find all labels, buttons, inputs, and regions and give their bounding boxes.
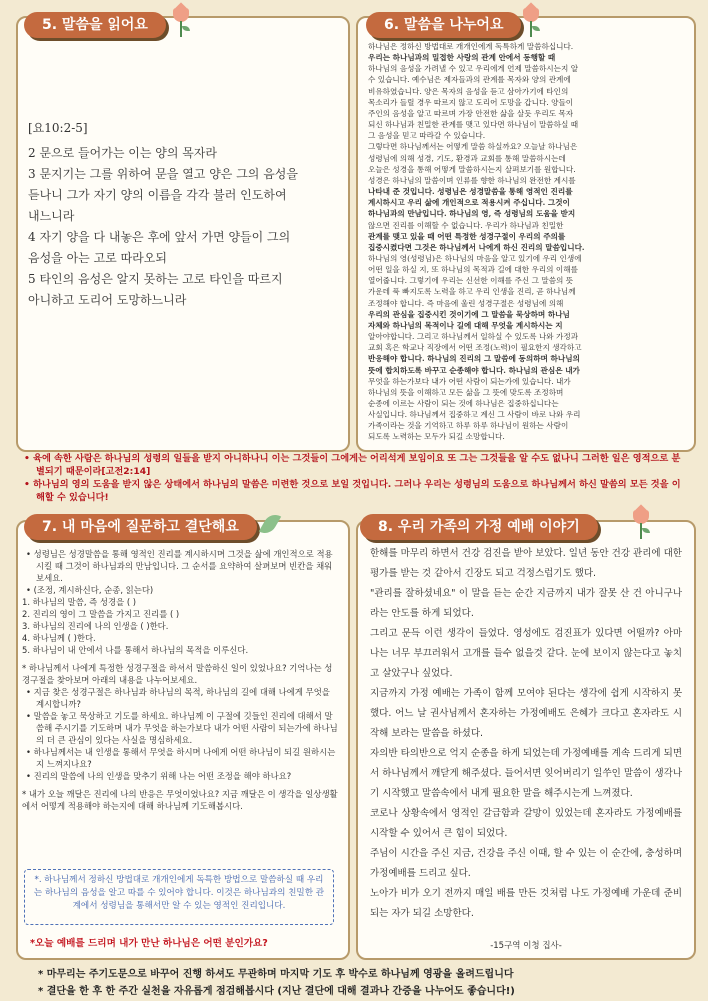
question-bullet-text: 지금 찾은 성경구절은 하나님과 하나님의 목적, 하나님의 길에 대해 나에게 무엇을 계시합니까? xyxy=(33,687,330,709)
body-line: 하나님의 음성을 가려낼 수 있고 우리에게 언제 말씀하시는지 알 xyxy=(368,64,579,74)
story-paragraph: 한해를 마무리 하면서 건강 검진을 받아 보았다. 일년 동안 건강 관리에 대한 평가를 받는 것 같아서 긴장도 되고 걱정스럽기도 했다. xyxy=(370,548,682,579)
body-line: 하나님의 영(성령님)은 하나님의 마음을 알고 있기에 우리 인생에 xyxy=(368,253,582,263)
body-line: 가족이라는 것을 기억하고 하루 하루 하나님이 원하는 사람이 xyxy=(368,421,569,431)
body-line: 조정해야 합니다. 즉 마음에 울린 성경구절은 성령님에 의해 xyxy=(368,298,564,308)
story-paragraph: 주님이 시간을 주신 지금, 건강을 주신 이때, 할 수 있는 이 순간에, 충성하며 가정예배를 드리고 싶다. xyxy=(370,848,682,879)
body-line: 성령님에 의해 성경, 기도, 환경과 교회를 통해 말씀하시는데 xyxy=(368,153,566,163)
red-note: • 육에 속한 사람은 하나님의 성령의 일들을 받지 아니하나니 이는 그것들이 그에게는 어리석게 보임이요 또 그는 그것들을 알 수도 없나니 그러한 일은 영적으로 분별되기 때문이라[고전2:14] xyxy=(24,453,681,477)
verse-passage xyxy=(28,118,318,311)
body-line: 가운데 푹 빠지도록 노력을 하고 우리 인생을 진리, 곧 하나님께 xyxy=(368,287,576,297)
question-2: * 내가 오늘 깨달은 진리에 나의 반응은 무엇이었나요? 지금 깨달은 이 생각을 일상생활에서 어떻게 적용해야 하는지에 대해 하나님께 기도해봅시다. xyxy=(22,789,338,811)
body-line: 하나님의 뜻을 이해하고 모든 삶을 그 뜻에 맞도록 조정하며 xyxy=(368,387,564,397)
step-item: 1. 하나님의 말씀, 즉 성경을 ( ) xyxy=(22,597,137,607)
body-line: 비유하였습니다. 양은 목자의 음성을 듣고 삼아가기에 타인의 xyxy=(368,86,569,96)
step-item: 5. 하나님이 내 안에서 나를 통해서 하나님의 목적을 이루신다. xyxy=(22,645,249,655)
body-line: 뜻에 합치하도록 바꾸고 순종해야 합니다. 하나님의 관심은 내가 xyxy=(368,365,580,375)
hint-text: • (조정, 계시하신다, 순종, 읽는다) xyxy=(26,585,154,595)
red-notes xyxy=(24,452,684,504)
verse-line: 3 문지기는 그를 위하여 문을 열고 양은 그의 음성을 xyxy=(28,167,298,181)
body-line: 반응해야 합니다. 하나님의 진리의 그 말씀에 동의하며 하나님의 xyxy=(368,354,580,364)
section5-title: 5. 말씀을 읽어요 xyxy=(24,12,166,38)
section6-title: 6. 말씀을 나누어요 xyxy=(366,12,521,38)
body-line: 집중시켰다면 그것은 하나님께서 나에게 하신 진리의 말씀입니다. xyxy=(368,242,585,252)
step-item: 3. 하나님의 진리에 나의 인생을 ( )한다. xyxy=(22,621,169,631)
verse-line: [요10:2-5] xyxy=(28,121,88,135)
section7-title: 7. 내 마음에 질문하고 결단해요 xyxy=(24,514,257,540)
verse-line: 5 타인의 음성은 알지 못하는 고로 타인을 따르지 xyxy=(28,272,283,286)
body-line: 그 음성을 믿고 따라갈 수 있습니다. xyxy=(368,131,486,141)
body-line: 않으면 진리를 이해할 수 없습니다. 우리가 하나님과 친밀한 xyxy=(368,220,564,230)
body-line: 수 있습니다. 예수님은 제자들과의 관계를 목자와 양의 관계에 xyxy=(368,75,571,85)
signature: -15구역 이청 집사- xyxy=(490,941,562,951)
question-bullet-text: 진리의 말씀에 나의 인생을 맞추기 위해 나는 어떤 조정을 해야 하나요? xyxy=(33,771,292,781)
footer-notes xyxy=(38,966,678,1000)
body-line: 관계를 맺고 있을 때 어떤 특정한 성경구절이 우리의 주의를 xyxy=(368,231,566,241)
story-paragraph: 코로나 상황속에서 영적인 갈급함과 갈망이 있었는데 혼자라도 가정예배를 시작할 수 있어서 큰 힘이 되었다. xyxy=(370,808,682,839)
footer-line: * 결단을 한 후 한 주간 실천을 자유롭게 점검해봅시다 (지난 결단에 대해 결과나 간증을 나누어도 좋습니다!) xyxy=(38,986,515,997)
verse-line: 듣나니 그가 자기 양의 이름을 각각 불러 인도하여 xyxy=(28,188,287,202)
red-note: • 하나님의 영의 도움을 받지 않은 상태에서 하나님의 말씀은 미련한 것으로 보일 것입니다. 그러나 우리는 성령님의 도움으로 하나님께서 하신 말씀의 모든 것을 이해할 수 있습니다! xyxy=(24,479,681,503)
story-paragraph: "관리를 잘하셨네요" 이 말을 듣는 순간 지금까지 내가 잘못 산 건 아니구나 라는 안도를 하게 되었다. xyxy=(370,588,682,619)
section8-title: 8. 우리 가족의 가정 예배 이야기 xyxy=(360,514,598,540)
story-paragraph: 지금까지 가정 예배는 가족이 함께 모여야 된다는 생각에 쉽게 시작하지 못했다. 어느 날 권사님께서 혼자하는 가정예배도 은혜가 크다고 혼자라도 시작해 보라는 말씀을 하셨다. xyxy=(370,688,682,739)
body-line: 계시하시고 우리 삶에 개인적으로 적용시켜 주십니다. 그것이 xyxy=(368,198,570,208)
body-line: 주인의 음성을 알고 따르며 가장 안전한 삶을 살듯 우리도 목자 xyxy=(368,108,574,118)
closing-question: *오늘 예배를 드리며 내가 만난 하나님은 어떤 분인가요? xyxy=(30,938,268,949)
callout-box: *. 하나님께서 정하신 방법대로 개개인에게 독특한 방법으로 말씀하실 때 우리는 하나님의 음성을 알고 따를 수 있어야 합니다. 이것은 하나님과의 친밀한 관계에서 성령님을 통해서만 알 수 있는 영적인 진리입니다. xyxy=(24,869,334,925)
story-paragraph: 그리고 문득 이런 생각이 들었다. 영성에도 검진표가 있다면 어떨까? 아마 나는 너무 부끄러워서 고개를 들수 없을것 같다. 눈에 보이지 않는다고 놓치고 살았구나 싶었다. xyxy=(370,628,682,679)
body-line: 열어줍니다. 그렇기에 우리는 신선한 이해를 주신 그 말씀의 뜻 xyxy=(368,276,574,286)
tulip-icon xyxy=(630,510,652,540)
verse-line: 2 문으로 들어가는 이는 양의 목자라 xyxy=(28,146,217,160)
hint-text-body: (조정, 계시하신다, 순종, 읽는다) xyxy=(33,585,154,595)
red-note-text: 하나님의 영의 도움을 받지 않은 상태에서 하나님의 말씀은 미련한 것으로 보일 것입니다. 그러나 우리는 성령님의 도움으로 하나님께서 하신 말씀의 모든 것을 이해할 수 있습니다! xyxy=(33,479,681,503)
question-bullet: • 지금 찾은 성경구절은 하나님과 하나님의 목적, 하나님의 길에 대해 나에게 무엇을 계시합니까? xyxy=(26,687,330,709)
question-bullet: • 말씀을 놓고 묵상하고 기도를 하세요. 하나님께 이 구절에 깃들인 진리에 대해서 말씀해 주시기를 기도하며 내가 무엇을 하는가보다 내가 어떤 사람이 되는가에 하나님의 더 큰 관심이 있다는 사실을 명심하세요. xyxy=(26,711,338,745)
body-line: 사실입니다. 하나님께서 집중하고 계신 그 사람이 바로 나와 우리 xyxy=(368,410,581,420)
question-bullet-text: 말씀을 놓고 묵상하고 기도를 하세요. 하나님께 이 구절에 깃들인 진리에 대해서 말씀해 주시기를 기도하며 내가 무엇을 하는가보다 내가 어떤 사람이 되는가에 하나님의 더 큰 관심이 있다는 사실을 명심하세요. xyxy=(33,711,338,745)
body-line: 되신 하나님과 친밀한 관계를 맺고 있다면 하나님이 말씀하실 때 xyxy=(368,120,579,130)
body-line: 성경은 하나님의 말씀이며 인류를 향한 하나님의 완전한 계시를 xyxy=(368,175,576,185)
verse-line: 음성을 아는 고로 따라오되 xyxy=(28,251,167,265)
story-paragraph: 노아가 비가 오기 전까지 매일 배를 만든 것처럼 나도 가정예배 가운데 준비 되는 자가 되길 소망한다. xyxy=(370,888,682,919)
intro-text-body: 성령님은 성경말씀을 통해 영적인 진리를 계시하시며 그것을 삶에 개인적으로 적용시킬 때 그것이 하나님과의 만남입니다. 그 순서를 요약하여 살펴보며 빈칸을 채워보세요. xyxy=(33,549,333,583)
question-bullet-text: 하나님께서는 내 인생을 통해서 무엇을 하시며 나에게 어떤 하나님이 되길 원하시는지 느껴지나요? xyxy=(33,747,336,769)
body-line: 오늘은 성경을 통해 어떻게 말씀하시는지 살펴보기를 원합니다. xyxy=(368,164,576,174)
question-bullet: • 하나님께서는 내 인생을 통해서 무엇을 하시며 나에게 어떤 하나님이 되길 원하시는지 느껴지나요? xyxy=(26,747,336,769)
intro-text: • 성령님은 성경말씀을 통해 영적인 진리를 계시하시며 그것을 삶에 개인적으로 적용시킬 때 그것이 하나님과의 만남입니다. 그 순서를 요약하여 살펴보며 빈칸을 채워보세요. xyxy=(26,549,333,583)
body-line: 알아야합니다. 그리고 하나님께서 일하실 수 있도록 나와 가정과 xyxy=(368,332,579,342)
verse-line: 아니하고 도리어 도망하느니라 xyxy=(28,293,187,307)
footer-line: * 마무리는 주기도문으로 바꾸어 진행 하셔도 무관하며 마지막 기도 후 박수로 하나님께 영광을 올려드립니다 xyxy=(38,969,514,980)
story-paragraph: 자의반 타의반으로 억지 순종을 하게 되었는데 가정예배를 계속 드리게 되면서 하나님께서 깨닫게 해주셨다. 들어서면 잊어버리기 일쑤인 말씀이 생각나기 시작했고 말씀속에서 내게 필요한 말을 해주시는게 느껴졌다. xyxy=(370,748,682,799)
body-line: 우리의 관심을 집중시킨 것이기에 그 말씀을 묵상하며 하나님 xyxy=(368,309,570,319)
question-1: * 하나님께서 나에게 특정한 성경구절을 하셔서 말씀하신 일이 있었나요? 기억나는 성경구절을 찾아보며 아래의 내용을 나누어보세요. xyxy=(22,663,333,685)
body-line: 되도록 노력하는 모두가 되길 소망합니다. xyxy=(368,432,505,442)
verse-line: 4 자기 양을 다 내놓은 후에 앞서 가면 양들이 그의 xyxy=(28,230,291,244)
step-item: 4. 하나님께 ( )한다. xyxy=(22,633,96,643)
body-line: 자체와 하나님의 목적이나 길에 대해 무엇을 계시하시는 지 xyxy=(368,320,563,330)
section8-body xyxy=(370,544,682,956)
body-line: 무엇을 하는가보다 내가 어떤 사람이 되는가에 있습니다. 내가 xyxy=(368,376,571,386)
section6-body xyxy=(368,41,684,443)
body-line: 그렇다면 하나님께서는 어떻게 말씀 하실까요? 오늘날 하나님은 xyxy=(368,142,578,152)
question-bullet: • 진리의 말씀에 나의 인생을 맞추기 위해 나는 어떤 조정을 해야 하나요? xyxy=(26,771,292,781)
section7-body xyxy=(22,548,340,812)
verse-line: 내느니라 xyxy=(28,209,75,223)
step-item: 2. 진리의 영이 그 말씀을 가지고 진리를 ( ) xyxy=(22,609,180,619)
body-line: 교회 혹은 학교나 직장에서 어떤 조정(노력)이 필요한지 생각하고 xyxy=(368,343,582,353)
body-line: 목소리가 들릴 경우 따르지 않고 도리어 도망을 갑니다. 양들이 xyxy=(368,97,574,107)
body-line: 하나님은 정하신 방법대로 개개인에게 독특하게 말씀하십니다. xyxy=(368,42,574,51)
body-line: 나타내 준 것입니다. 성령님은 성경말씀을 통해 영적인 진리를 xyxy=(368,187,573,197)
red-note-text: 육에 속한 사람은 하나님의 성령의 일들을 받지 아니하나니 이는 그것들이 그에게는 어리석게 보임이요 또 그는 그것들을 알 수도 없나니 그러한 일은 영적으로 분별되기 때문이라[고전2:14] xyxy=(33,453,681,477)
body-line: 하나님과의 만남입니다. 하나님의 영, 즉 성령님의 도움을 받지 xyxy=(368,209,576,219)
body-line: 어떤 일을 하실 지, 또 하나님의 목적과 길에 대한 우리의 이해를 xyxy=(368,265,578,275)
body-line: 순종에 이르는 사람이 되는 것에 하나님은 집중하십니다는 xyxy=(368,399,559,408)
tulip-icon xyxy=(520,8,542,38)
body-line: 우리는 하나님과의 밀접한 사랑의 관계 안에서 동행할 때 xyxy=(368,53,556,63)
tulip-icon xyxy=(170,8,192,38)
